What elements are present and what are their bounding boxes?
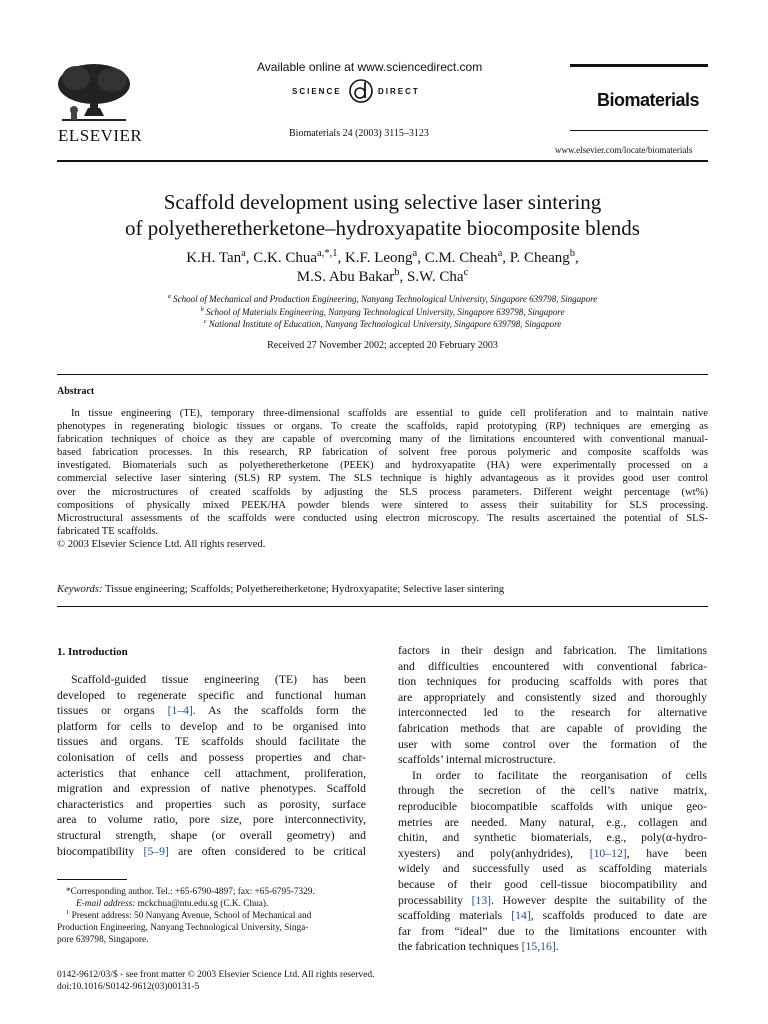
- header-rule: [57, 160, 708, 162]
- body-line: interconnected led to the research for alternative: [398, 706, 707, 720]
- sciencedirect-right: DIRECT: [378, 87, 420, 96]
- sciencedirect-logo: [292, 78, 442, 104]
- footnote-rule: [57, 879, 127, 880]
- body-line: chitin, and synthetic biomaterials, e.g., poly(α-hydro-: [398, 831, 707, 845]
- body-line: biocompatibility [5–9] are often considered to be critical: [57, 844, 366, 858]
- abstract-line: commercial selective laser sintering (SLS) RP system. The SLS technique is highly advantageous as it provides good user control: [57, 473, 708, 485]
- body-line: the fabrication techniques [15,16].: [398, 940, 559, 954]
- affiliations: [57, 293, 708, 331]
- sciencedirect-left: SCIENCE: [292, 87, 342, 96]
- keywords-line: [57, 583, 708, 596]
- abstract-line: investigated. Biomaterials such as polyetheretherketone (PEEK) and hydroxyapatite (HA) were experimentally processed on a: [57, 460, 708, 472]
- issn-line: 0142-9612/03/$ - see front matter © 2003 Elsevier Science Ltd. All rights reserved.: [57, 970, 375, 980]
- body-line: developed to regenerate specific and functional human: [57, 688, 366, 702]
- journal-title: Biomaterials: [597, 90, 700, 110]
- affiliation-b: $^b$ School of Materials Engineering, Nanyang Technological University, Singapore 639798, Singapore: [200, 305, 565, 317]
- elsevier-tree-logo: [54, 60, 134, 126]
- body-line: In order to facilitate the reorganisation of cells: [412, 768, 707, 782]
- body-line: because of their good cell-tissue biocompatibility and: [398, 877, 707, 891]
- affiliation-a: $^a$ School of Mechanical and Production Engineering, Nanyang Technological University, Singapore 639798, Singapore: [167, 293, 598, 304]
- abstract-body: [57, 407, 708, 551]
- body-line: migration and expression of native phenotypes. Scaffold: [57, 782, 366, 796]
- received-dates: Received 27 November 2002; accepted 20 February 2003: [267, 340, 498, 351]
- left-column-text: [57, 672, 366, 859]
- body-line: Scaffold-guided tissue engineering (TE) has been: [71, 673, 366, 686]
- sciencedirect-d-icon: [348, 78, 374, 104]
- author-list: [57, 249, 708, 287]
- footnote-present-3: pore 639798, Singapore.: [57, 935, 149, 945]
- doi-line[interactable]: doi:10.1016/S0142-9612(03)00131-5: [57, 982, 200, 992]
- body-line: tissues and organs. TE scaffolds should facilitate the: [57, 735, 366, 749]
- body-line: platform for cells to develop and to be organised into: [57, 719, 366, 733]
- body-line: reproducible biocompatible scaffolds with unique geo-: [398, 799, 707, 813]
- body-line: tissues or organs [1–4]. As the scaffolds form the: [57, 704, 366, 718]
- body-line: processability [13]. However despite the suitability of the: [398, 893, 708, 907]
- article-title: [57, 189, 708, 241]
- body-line: colonisation of cells and possess properties and char-: [57, 750, 366, 764]
- abstract-line: Microstructural assessments of the scaffolds were conducted using electron microscopy. The results ascertained the potential of SLS-: [57, 512, 708, 524]
- abstract-line: compositions of physically mixed PEEK/HA powder blends were sintered to assess their suitability for SLS processing.: [57, 499, 708, 511]
- abstract-line: over the microstructures of created scaffolds by adjusting the SLS process parameters. Different weight percentage (wt%): [57, 486, 708, 498]
- journal-url[interactable]: www.elsevier.com/locate/biomaterials: [555, 145, 693, 155]
- body-line: are appropriately and consistently sized and thoroughly: [398, 690, 707, 704]
- body-line: fabrication methods that are capable of providing the: [398, 721, 707, 735]
- journal-box-top-rule: [570, 64, 708, 67]
- footnote-present-2: Production Engineering, Nanyang Technological University, Singa-: [57, 923, 309, 933]
- body-line: user with some control over the formation of the: [398, 737, 707, 751]
- publisher-name: ELSEVIER: [58, 126, 143, 145]
- body-line: tion techniques for producing scaffolds with pores that: [398, 675, 707, 689]
- abstract-line: In tissue engineering (TE), temporary three-dimensional scaffolds are essential to guide cell proliferation and to maintain native: [71, 408, 708, 419]
- abstract-line: phenotypes in regenerating biologic tissues or organs. To create the scaffolds, rapid prototyping (RP) techniques are emerging as: [57, 421, 708, 433]
- body-line: acteristics that enhance cell attachment, proliferation,: [57, 766, 366, 780]
- footnote-corresponding: *Corresponding author. Tel.: +65-6790-4897; fax: +65-6795-7329.: [66, 887, 315, 897]
- body-line: scaffolds’ internal microstructure.: [398, 753, 556, 767]
- front-matter-info: [57, 969, 708, 993]
- article-title-line-2: of polyetheretherketone–hydroxyapatite biocomposite blends: [125, 216, 640, 240]
- available-online-text: Available online at www.sciencedirect.com: [257, 60, 483, 74]
- authors-line-2: M.S. Abu Bakar$^b$, S.W. Cha$^c$: [296, 267, 469, 285]
- right-column-text: [398, 643, 707, 955]
- body-line: widely and successfully used as scaffolding materials: [398, 862, 707, 876]
- abstract-bottom-rule: [57, 606, 708, 607]
- authors-line-1: K.H. Tan$^a$, C.K. Chua$^{a,*,1}$, K.F. Leong$^a$, C.M. Cheah$^a$, P. Cheang$^b$,: [186, 248, 579, 266]
- footnote-present-1: $^1$ Present address: 50 Nanyang Avenue, School of Mechanical and: [66, 908, 312, 921]
- abstract-line: based fabrication processes. In this research, RP fabrication of solvent free porous polymeric and composite scaffolds was: [57, 447, 708, 459]
- body-line: area to volume ratio, pore size, pore interconnectivity,: [57, 813, 366, 827]
- abstract-heading: Abstract: [57, 386, 95, 397]
- body-line: structural strength, shape (or overall geometry) and: [57, 828, 366, 842]
- body-line: characteristics and properties such as porosity, surface: [57, 797, 366, 811]
- body-line: and difficulties encountered with conventional fabrica-: [398, 659, 707, 673]
- article-title-line-1: Scaffold development using selective laser sintering: [163, 190, 602, 214]
- affiliation-c: $^c$ National Institute of Education, Nanyang Technological University, Singapore 639798, Singapore: [203, 318, 562, 329]
- intro-heading: 1. Introduction: [57, 646, 128, 658]
- abstract-line: fabricated TE scaffolds.: [57, 525, 159, 537]
- journal-box-bottom-rule: [570, 130, 708, 131]
- body-line: far from “ideal” due to the limitations encounter with: [398, 924, 707, 938]
- footnote-email: E-mail address: mckchua@ntu.edu.sg (C.K. Chua).: [76, 899, 269, 909]
- body-line: through the secretion of the cell’s native matrix,: [398, 784, 707, 798]
- body-line: xyesters) and poly(anhydrides), [10–12], have been: [398, 846, 707, 860]
- footnotes: [57, 886, 366, 946]
- abstract-top-rule: [57, 374, 708, 375]
- journal-reference: Biomaterials 24 (2003) 3115–3123: [289, 128, 429, 139]
- keywords-list: Tissue engineering; Scaffolds; Polyetheretherketone; Hydroxyapatite; Selective laser sintering: [104, 584, 505, 595]
- body-line: metries are needed. Many natural, e.g., collagen and: [398, 815, 707, 829]
- abstract-line: fabrication techniques of choice as they are capable of overcoming many of the limitations encountered with conventional manual-: [57, 434, 708, 446]
- body-line: factors in their design and fabrication. The limitations: [398, 644, 707, 657]
- body-line: scaffolding materials [14], scaffolds produced to date are: [398, 909, 707, 923]
- abstract-copyright: © 2003 Elsevier Science Ltd. All rights reserved.: [57, 538, 266, 550]
- keywords-label: Keywords:: [57, 584, 103, 595]
